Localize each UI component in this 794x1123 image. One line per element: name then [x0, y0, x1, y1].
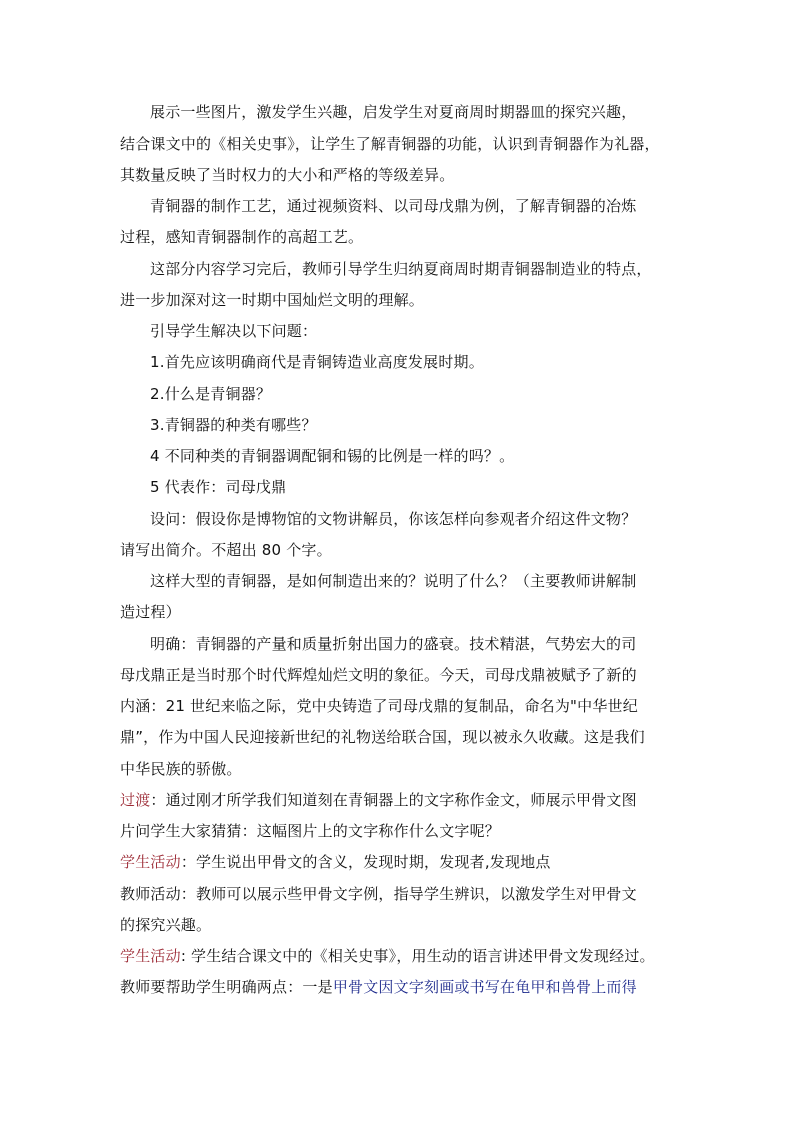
paragraph-line: 明确：青铜器的产量和质量折射出国力的盛衰。技术精湛，气势宏大的司	[150, 635, 637, 653]
highlighted-text: 甲骨文因文字刻画或书写在龟甲和兽骨上而得	[332, 978, 637, 996]
paragraph-line: 这部分内容学习完后，教师引导学生归纳夏商周时期青铜器制造业的特点，	[150, 260, 652, 278]
teacher-activity-line: 教师活动：教师可以展示些甲骨文字例，指导学生辨识，以激发学生对甲骨文	[120, 885, 637, 903]
teacher-text: 教师要帮助学生明确两点：一是	[120, 978, 333, 996]
paragraph-line: 内涵：21 世纪来临之际，党中央铸造了司母戊鼎的复制品，命名为"中华世纪	[120, 697, 638, 715]
paragraph-line: 请写出简介。不超出 80 个字。	[120, 541, 332, 559]
question-item: 2.什么是青铜器？	[150, 385, 272, 403]
paragraph-line: 展示一些图片，激发学生兴趣，启发学生对夏商周时期器皿的探究兴趣，	[150, 103, 637, 121]
student-activity-label: 学生活动	[120, 853, 181, 871]
paragraph-line: 这样大型的青铜器，是如何制造出来的？说明了什么？（主要教师讲解制	[150, 572, 637, 590]
student-activity-line	[120, 852, 551, 872]
paragraph-line: 造过程）	[120, 603, 181, 621]
transition-label: 过渡	[120, 791, 151, 809]
student-activity-text: : 学生结合课文中的《相关史事》，用生动的语言讲述甲骨文发现经过。	[180, 947, 655, 965]
paragraph-line: 结合课文中的《相关史事》，让学生了解青铜器的功能，认识到青铜器作为礼器，	[120, 135, 660, 153]
paragraph-line: 其数量反映了当时权力的大小和严格的等级差异。	[120, 166, 455, 184]
paragraph-line: 青铜器的制作工艺，通过视频资料、以司母戊鼎为例，了解青铜器的冶炼	[150, 197, 637, 215]
teacher-activity-line	[120, 977, 637, 997]
question-item: 1.首先应该明确商代是青铜铸造业高度发展时期。	[150, 353, 484, 371]
question-item: 5 代表作：司母戊鼎	[150, 478, 287, 496]
student-activity-text: ：学生说出甲骨文的含义，发现时期，发现者,发现地点	[180, 853, 551, 871]
paragraph-line: 片问学生大家猜猜：这幅图片上的文字称作什么文字呢？	[120, 822, 501, 840]
transition-line	[120, 790, 637, 810]
paragraph-line: 母戊鼎正是当时那个时代辉煌灿烂文明的象征。今天，司母戊鼎被赋予了新的	[120, 666, 637, 684]
paragraph-line: 引导学生解决以下问题：	[150, 322, 318, 340]
student-activity-line	[120, 946, 655, 966]
paragraph-line: 设问：假设你是博物馆的文物讲解员，你该怎样向参观者介绍这件文物？	[150, 510, 637, 528]
paragraph-line: 进一步加深对这一时期中国灿烂文明的理解。	[120, 291, 425, 309]
transition-text: ：通过刚才所学我们知道刻在青铜器上的文字称作金文，师展示甲骨文图	[150, 791, 637, 809]
question-item: 4 不同种类的青铜器调配铜和锡的比例是一样的吗？。	[150, 447, 515, 465]
paragraph-line: 的探究兴趣。	[120, 916, 212, 934]
question-item: 3.青铜器的种类有哪些？	[150, 416, 317, 434]
student-activity-label: 学生活动	[120, 947, 181, 965]
paragraph-line: 鼎”，作为中国人民迎接新世纪的礼物送给联合国，现以被永久收藏。这是我们	[120, 728, 645, 746]
paragraph-line: 中华民族的骄傲。	[120, 760, 242, 778]
paragraph-line: 过程，感知青铜器制作的高超工艺。	[120, 228, 364, 246]
